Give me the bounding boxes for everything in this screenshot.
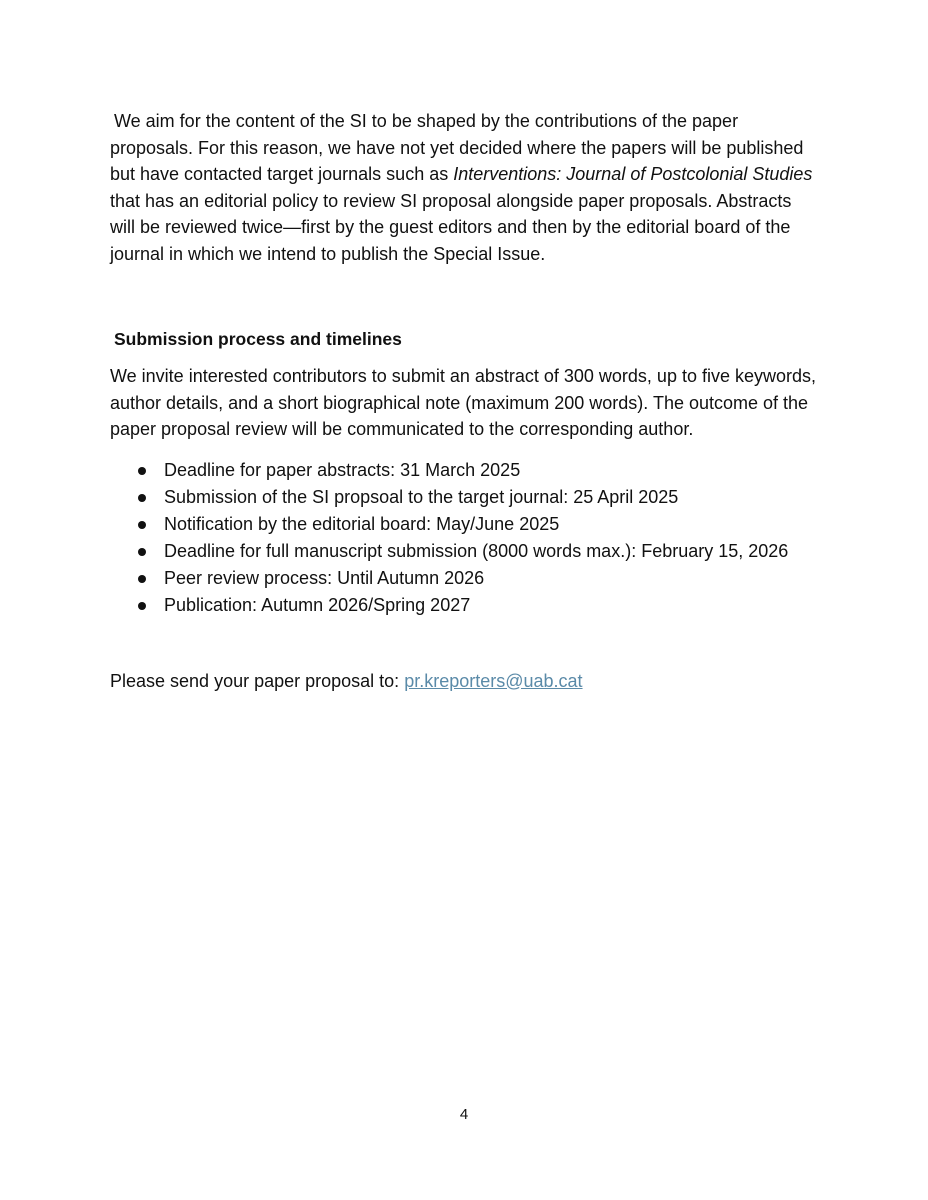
timeline-item-text: Notification by the editorial board: May/June 2025 <box>164 513 560 534</box>
timeline-item-text: Deadline for full manuscript submission (8000 words max.): February 15, 2026 <box>164 540 789 561</box>
bullet-icon <box>138 521 146 529</box>
timeline-item-text: Submission of the SI propsoal to the target journal: 25 April 2025 <box>164 486 679 507</box>
timeline-item-text: Deadline for paper abstracts: 31 March 2025 <box>164 459 521 480</box>
bullet-icon <box>138 575 146 583</box>
intro-paragraph <box>110 108 820 267</box>
bullet-icon <box>138 494 146 502</box>
contact-prefix: Please send your paper proposal to: <box>110 670 405 691</box>
timeline-item <box>110 457 820 484</box>
journal-title: Interventions: Journal of Postcolonial Studies <box>453 164 813 184</box>
email-link[interactable]: pr.kreporters@uab.cat <box>404 670 583 691</box>
timeline-item <box>110 484 820 511</box>
intro-text-start: We aim for the content of the SI to be shaped by the contributions of the paper proposals. For this reason, we have not yet decided where the papers will be published but have contacted target journals such as <box>110 111 804 184</box>
section-heading: Submission process and timelines <box>114 329 402 349</box>
submission-paragraph: We invite interested contributors to submit an abstract of 300 words, up to five keywords, author details, and a short biographical note (maximum 200 words). The outcome of the paper proposal review will be communicated to the corresponding author. <box>110 366 817 439</box>
bullet-icon <box>138 467 146 475</box>
contact-line <box>110 668 820 695</box>
page-number: 4 <box>459 1106 469 1123</box>
timeline-item-text: Peer review process: Until Autumn 2026 <box>164 567 485 588</box>
bullet-icon <box>138 602 146 610</box>
timeline-item <box>110 538 820 565</box>
timeline-item <box>110 511 820 538</box>
timeline-item <box>110 592 820 619</box>
page-content <box>110 108 820 694</box>
timeline-item <box>110 565 820 592</box>
timeline-list <box>110 457 820 619</box>
timeline-item-text: Publication: Autumn 2026/Spring 2027 <box>164 594 471 615</box>
bullet-icon <box>138 548 146 556</box>
intro-text-end: that has an editorial policy to review SI proposal alongside paper proposals. Abstracts will be reviewed twice—first by the guest editors and then by the editorial board of the journal in which we intend to publish the Special Issue. <box>110 190 792 264</box>
